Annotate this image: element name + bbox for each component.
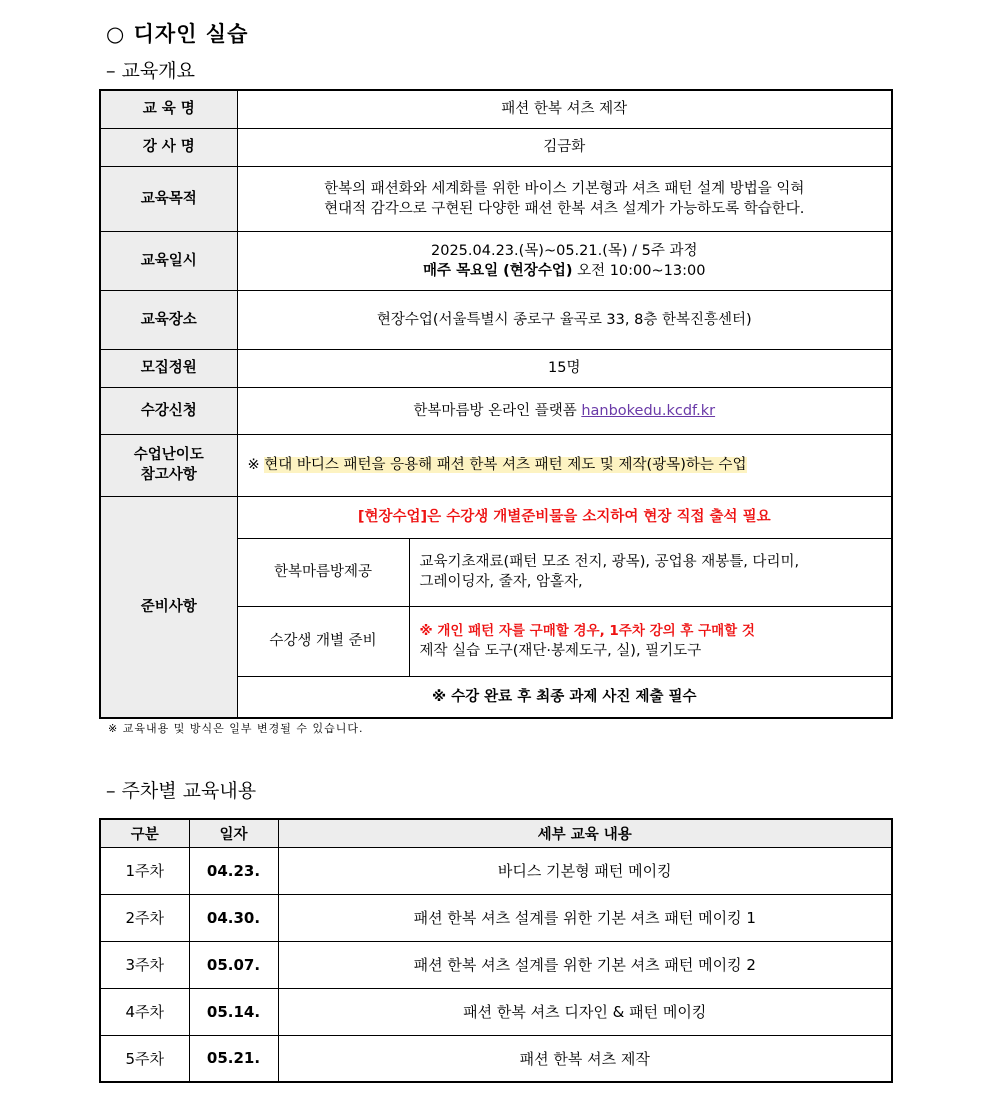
weekly-table xyxy=(99,818,893,1083)
value xyxy=(237,434,892,496)
level-label-1: 수업난이도 xyxy=(133,447,204,463)
date-cell: 05.14. xyxy=(189,988,278,1035)
label: 교육목적 xyxy=(100,166,237,231)
prep-provided-value xyxy=(409,538,892,606)
row-level xyxy=(100,434,892,496)
schedule-line-1: 2025.04.23.(목)~05.21.(목) / 5주 과정 xyxy=(431,242,698,259)
header-division: 구분 xyxy=(100,819,189,847)
row-prep-notice xyxy=(100,496,892,538)
date-cell: 05.21. xyxy=(189,1035,278,1082)
week-cell: 2주차 xyxy=(100,894,189,941)
provided-line-2: 그레이딩자, 줄자, 암홀자, xyxy=(419,574,583,590)
prep-final: ※ 수강 완료 후 최종 과제 사진 제출 필수 xyxy=(237,676,892,718)
label: 모집정원 xyxy=(100,349,237,387)
value: 김금화 xyxy=(237,128,892,166)
prep-label: 준비사항 xyxy=(100,496,237,718)
apply-link[interactable]: hanbokedu.kcdf.kr xyxy=(581,402,716,419)
row-apply xyxy=(100,387,892,434)
section-heading-weekly: – 주차별 교육내용 xyxy=(106,780,257,802)
content-cell: 바디스 기본형 패턴 메이킹 xyxy=(278,847,892,894)
level-mark: ※ xyxy=(247,457,265,473)
schedule-day: 매주 목요일 (현장수업) xyxy=(423,262,573,279)
date-cell: 04.23. xyxy=(189,847,278,894)
content-cell: 패션 한복 셔츠 제작 xyxy=(278,1035,892,1082)
change-note: ※ 교육내용 및 방식은 일부 변경될 수 있습니다. xyxy=(108,722,364,735)
table-row xyxy=(100,941,892,988)
section-heading-overview: – 교육개요 xyxy=(106,60,195,82)
apply-text: 한복마름방 온라인 플랫폼 xyxy=(413,402,582,419)
table-row xyxy=(100,847,892,894)
row-capacity xyxy=(100,349,892,387)
table-row xyxy=(100,894,892,941)
week-cell: 1주차 xyxy=(100,847,189,894)
weekly-header-row xyxy=(100,819,892,847)
content-cell: 패션 한복 셔츠 설계를 위한 기본 셔츠 패턴 메이킹 2 xyxy=(278,941,892,988)
content-cell: 패션 한복 셔츠 디자인 & 패턴 메이킹 xyxy=(278,988,892,1035)
table-row xyxy=(100,1035,892,1082)
page-title: ○ 디자인 실습 xyxy=(106,22,249,46)
row-place xyxy=(100,290,892,349)
label: 교육장소 xyxy=(100,290,237,349)
value xyxy=(237,387,892,434)
schedule-time: 오전 10:00~13:00 xyxy=(572,262,706,279)
label: 교 육 명 xyxy=(100,90,237,128)
row-course-name xyxy=(100,90,892,128)
value: 패션 한복 셔츠 제작 xyxy=(237,90,892,128)
header-content: 세부 교육 내용 xyxy=(278,819,892,847)
prep-student-label: 수강생 개별 준비 xyxy=(237,606,409,676)
week-cell: 5주차 xyxy=(100,1035,189,1082)
prep-student-value xyxy=(409,606,892,676)
row-schedule xyxy=(100,231,892,290)
provided-line-1: 교육기초재료(패턴 모조 전지, 광목), 공업용 재봉틀, 다리미, xyxy=(419,554,800,570)
value: 현장수업(서울특별시 종로구 율곡로 33, 8층 한복진흥센터) xyxy=(237,290,892,349)
schedule-line-2 xyxy=(244,261,886,281)
goal-line-1: 한복의 패션화와 세계화를 위한 바이스 기본형과 셔츠 패턴 설계 방법을 익혀 xyxy=(324,180,805,197)
table-row xyxy=(100,988,892,1035)
value xyxy=(237,231,892,290)
prep-provided-label: 한복마름방제공 xyxy=(237,538,409,606)
student-items: 제작 실습 도구(재단·봉제도구, 실), 필기도구 xyxy=(419,643,702,659)
level-label-2: 참고사항 xyxy=(140,467,197,483)
value xyxy=(237,166,892,231)
prep-notice: [현장수업]은 수강생 개별준비물을 소지하여 현장 직접 출석 필요 xyxy=(237,496,892,538)
level-highlight: 현대 바디스 패턴을 응용해 패션 한복 셔츠 패턴 제도 및 제작(광목)하는 수업 xyxy=(264,457,747,473)
date-cell: 04.30. xyxy=(189,894,278,941)
label: 강 사 명 xyxy=(100,128,237,166)
label xyxy=(100,434,237,496)
week-cell: 3주차 xyxy=(100,941,189,988)
row-teacher xyxy=(100,128,892,166)
week-cell: 4주차 xyxy=(100,988,189,1035)
content-cell: 패션 한복 셔츠 설계를 위한 기본 셔츠 패턴 메이킹 1 xyxy=(278,894,892,941)
overview-table xyxy=(99,89,893,719)
label: 수강신청 xyxy=(100,387,237,434)
header-date: 일자 xyxy=(189,819,278,847)
student-warning: ※ 개인 패턴 자를 구매할 경우, 1주차 강의 후 구매할 것 xyxy=(419,623,755,639)
goal-line-2: 현대적 감각으로 구현된 다양한 패션 한복 셔츠 설계가 가능하도록 학습한다. xyxy=(324,200,805,217)
label: 교육일시 xyxy=(100,231,237,290)
row-goal xyxy=(100,166,892,231)
value: 15명 xyxy=(237,349,892,387)
date-cell: 05.07. xyxy=(189,941,278,988)
